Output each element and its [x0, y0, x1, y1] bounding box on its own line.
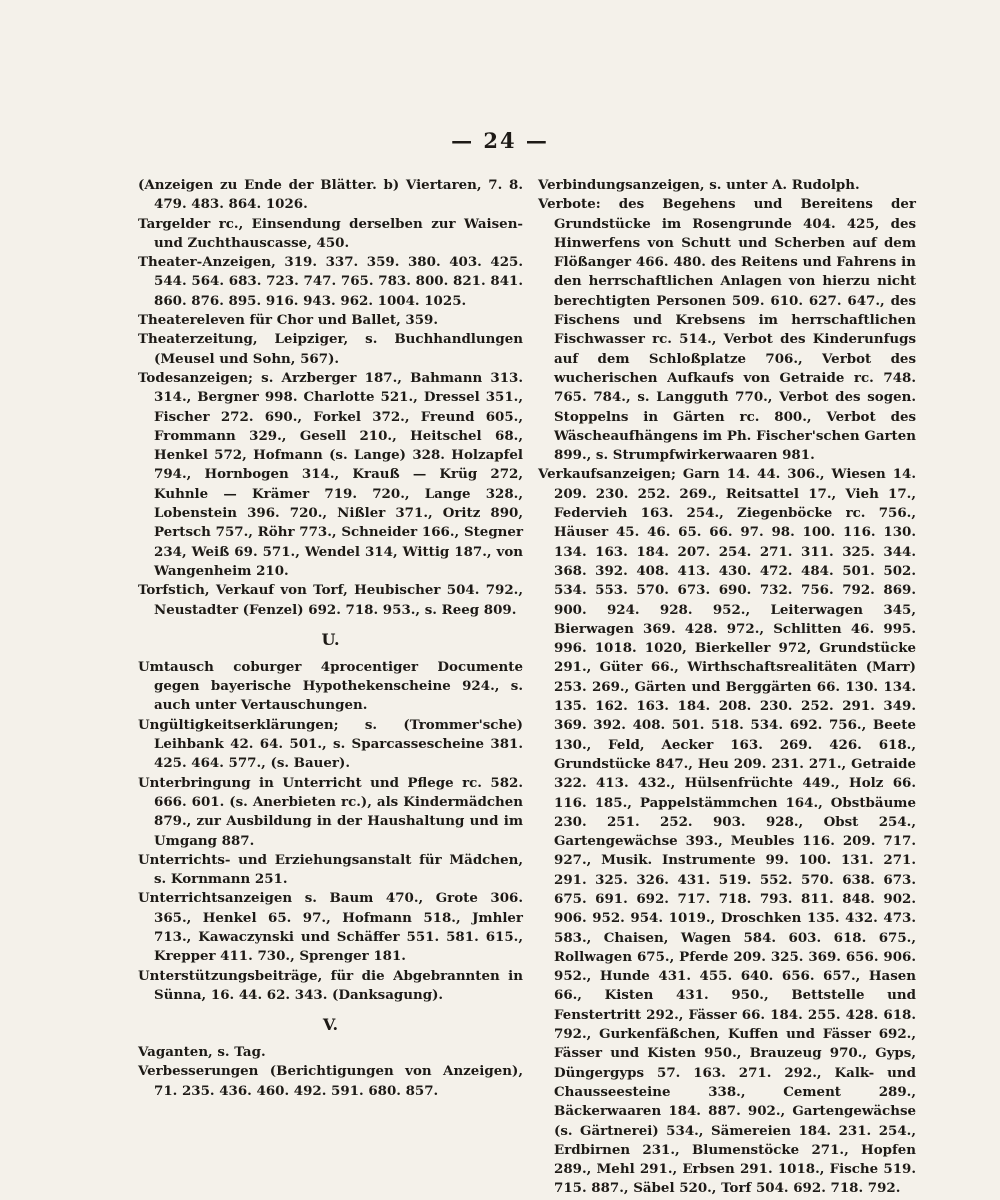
index-entry: Theatereleven für Chor und Ballet, 359.	[138, 312, 439, 329]
index-entry: Verkaufsanzeigen; Garn 14. 44. 306., Wiesen 14. 209. 230. 252. 269., Reitsattel 17., Vieh 17., Federvieh 163. 254., Ziegenböcke rc. 756., Häuser 45. 46. 65. 66. 97. 98. 100. 116. 130. 134. 163. 184. 207. 254. 271. 311. 325. 344. 368. 392. 408. 413. 430. 472. 484. 501. 502. 534. 553. 570. 673. 690. 732. 756. 792. 869. 900. 924. 928. 952., Leiterwagen 345, Bierwagen 369. 428. 972., Schlitten 46. 995. 996. 1018. 1020, Bierkeller 972, Grundstücke 291., Güter 66., Wirthschaftsrealitäten (Marr) 253. 269., Gärten und Berggärten 66. 130. 134. 135. 162. 163. 184. 208. 230. 252. 291. 349. 369. 392. 408. 501. 518. 534. 692. 756., Beete 130., Feld, Aecker 163. 269. 426. 618., Grundstücke 847., Heu 209. 231. 271., Getraide 322. 413. 432., Hülsenfrüchte 449., Holz 66. 116. 185., Pappelstämmchen 164., Obstbäume 230. 251. 252. 903. 928., Obst 254., Gartengewächse 393., Meubles 116. 209. 717. 927., Musik. Instrumente 99. 100. 131. 271. 291. 325. 326. 431. 519. 552. 570. 638. 673. 675. 691. 692. 717. 718. 793. 811. 848. 902. 906. 952. 954. 1019., Droschken 135. 432. 473. 583., Chaisen, Wagen 584. 603. 618. 675., Rollwagen 675., Pferde 209. 325. 369. 656. 906. 952., Hunde 431. 455. 640. 656. 657., Hasen 66., Kisten 431. 950., Bettstelle und Fenstertritt 292., Fässer 66. 184. 255. 428. 618. 792., Gurkenfäßchen, Kuffen und Fässer 692., Fässer und Kisten 950., Brauzeug 970., Gyps, Düngergyps 57. 163. 271. 292., Kalk- und Chausseesteine 338., Cement 289., Bäckerwaaren 184. 887. 902., Gartengewächse (s. Gärtnerei) 534., Sämereien 184. 231. 254., Erdbirnen 231., Blumenstöcke 271., Hopfen 289., Mehl 291., Erbsen 291. 1018., Fische 519. 715. 887., Säbel 520., Torf 504. 692. 718. 792.	[538, 466, 916, 1197]
index-entry: (Anzeigen zu Ende der Blätter. b) Viertaren, 7. 8. 479. 483. 864. 1026.	[138, 177, 523, 213]
index-entry: Unterrichtsanzeigen s. Baum 470., Grote 306. 365., Henkel 65. 97., Hofmann 518., Jmhler 713., Kawaczynski und Schäffer 551. 581. 615., Krepper 411. 730., Sprenger 181.	[138, 890, 523, 965]
index-entry: Theaterzeitung, Leipziger, s. Buchhandlungen (Meusel und Sohn, 567).	[138, 331, 523, 367]
index-entry: Todesanzeigen; s. Arzberger 187., Bahmann 313. 314., Bergner 998. Charlotte 521., Dressel 351., Fischer 272. 690., Forkel 372., Freund 605., Frommann 329., Gesell 210., Heitschel 68., Henkel 572, Hofmann (s. Lange) 328. Holzapfel 794., Hornbogen 314., Krauß — Krüg 272, Kuhnle — Krämer 719. 720., Lange 328., Lobenstein 396. 720., Nißler 371., Oritz 890, Pertsch 757., Röhr 773., Schneider 166., Stegner 234, Weiß 69. 571., Wendel 314, Wittig 187., von Wangenheim 210.	[138, 369, 523, 579]
index-entry: Torfstich, Verkauf von Torf, Heubischer 504. 792., Neustadter (Fenzel) 692. 718. 953., s. Reeg 809.	[138, 582, 523, 618]
page-number: — 24 —	[451, 128, 549, 153]
index-entry: Ungültigkeitserklärungen; s. (Trommer'sche) Leihbank 42. 64. 501., s. Sparcassescheine 381. 425. 464. 577., (s. Bauer).	[138, 716, 523, 772]
index-entry: Vaganten, s. Tag.	[138, 1044, 266, 1061]
right-column	[538, 176, 916, 1199]
index-entry: Theater-Anzeigen, 319. 337. 359. 380. 403. 425. 544. 564. 683. 723. 747. 765. 783. 800. 821. 841. 860. 876. 895. 916. 943. 962. 1004. 1025.	[138, 254, 523, 309]
index-entry: Unterbringung in Unterricht und Pflege rc. 582. 666. 601. (s. Anerbieten rc.), als Kindermädchen 879., zur Ausbildung in der Haushaltung und im Umgang 887.	[138, 774, 523, 849]
section-heading-v: V.	[322, 1015, 339, 1035]
index-entry: Unterrichts- und Erziehungsanstalt für Mädchen, s. Kornmann 251.	[138, 851, 523, 888]
index-entry: Targelder rc., Einsendung derselben zur Waisen- und Zuchthauscasse, 450.	[138, 215, 523, 251]
section-heading-u: U.	[321, 629, 340, 649]
index-entry: Unterstützungsbeiträge, für die Abgebrannten in Sünna, 16. 44. 62. 343. (Danksagung).	[138, 967, 523, 1003]
left-column	[138, 176, 523, 1101]
index-entry: Verbesserungen (Berichtigungen von Anzeigen), 71. 235. 436. 460. 492. 591. 680. 857.	[138, 1063, 523, 1099]
index-entry: Umtausch coburger 4procentiger Documente gegen bayerische Hypothekenscheine 924., s. auch unter Vertauschungen.	[138, 658, 523, 714]
index-entry: Verbindungsanzeigen, s. unter A. Rudolph.	[538, 177, 860, 193]
index-entry: Verbote: des Begehens und Bereitens der Grundstücke im Rosengrunde 404. 425, des Hinwerfens von Schutt und Scherben auf dem Flößanger 466. 480. des Reitens und Fahrens in den herrschaftlichen Anlagen von hierzu nicht berechtigten Personen 509. 610. 627. 647., des Fischens und Krebsens im herrschaftlichen Fischwasser rc. 514., Verbot des Kinderunfugs auf dem Schloßplatze 706., Verbot des wucherischen Aufkaufs von Getraide rc. 748. 765. 784., s. Langguth 770., Verbot des sogen. Stoppelns in Gärten rc. 800., Verbot des Wäscheaufhängens im Ph. Fischer'schen Garten 899., s. Strumpfwirkerwaaren 981.	[538, 196, 916, 464]
